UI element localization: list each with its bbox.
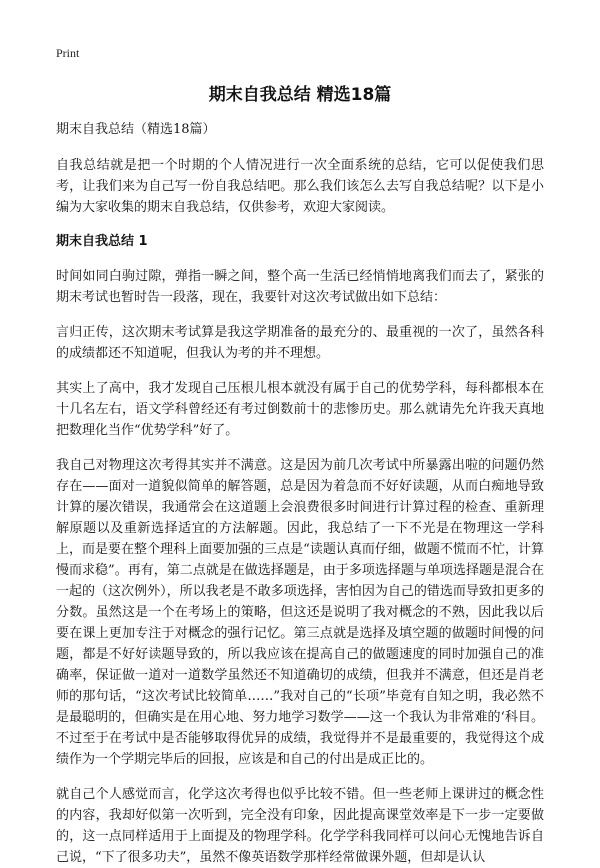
body-paragraph-2: 言归正传，这次期末考试算是我这学期准备的最充分的、最重视的一次了，虽然各科的成绩都还不知道呢，但我认为考的并不理想。 (56, 325, 544, 361)
body-paragraph-1: 时间如同白驹过隙，弹指一瞬之间，整个高一生活已经悄悄地离我们而去了，紧张的期末考试也暂时告一段落，现在，我要针对这次考试做出如下总结： (56, 269, 544, 305)
section-heading: 期末自我总结 1 (56, 234, 148, 249)
document-title: 期末自我总结 精选18篇 (208, 85, 392, 105)
document-subtitle: 期末自我总结（精选18篇） (56, 122, 216, 137)
body-paragraph-3: 其实上了高中，我才发现自己压根儿根本就没有属于自己的优势学科，每科都根本在十几名左右，语文学科曾经还有考过倒数前十的悲惨历史。那么就请先允许我天真地把数理化当作“优势学科”好了。 (56, 381, 544, 438)
intro-paragraph: 自我总结就是把一个时期的个人情况进行一次全面系统的总结，它可以促使我们思考，让我们来为自己写一份自我总结吧。那么我们该怎么去写自我总结呢？以下是小编为大家收集的期末自我总结，仅供参考，欢迎大家阅读。 (56, 158, 544, 215)
print-label: Print (56, 46, 80, 60)
body-paragraph-5: 就自己个人感觉而言，化学这次考得也似乎比较不错。但一些老师上课讲过的概念性的内容，我却好似第一次听到，完全没有印象，因此提高课堂效率是下一步一定要做的，这一点同样适用于上面提及的物理学科。化学学科我同样可以问心无愧地告诉自己说，“下了很多功夫”，虽然不像英语数学那样经常做课外题，但却是认认 (56, 787, 544, 865)
body-paragraph-4: 我自己对物理这次考得其实并不满意。这是因为前几次考试中所暴露出啦的问题仍然存在——面对一道貌似简单的解答题，总是因为着急而不好好读题，从而白痴地导致计算的屡次错误，我通常会在这道题上会浪费很多时间进行计算过程的检查、重新理解原题以及重新选择适宜的方法解题。因此，我总结了一下不光是在物理这一学科上，而是要在整个理科上面要加强的三点是“读题认真而仔细，做题不慌而不忙，计算慢而求稳”。再有，第二点就是在做选择题是，由于多项选择题与单项选择题是混合在一起的（这次例外），所以我老是不敢多项选择，害怕因为自己的错选而导致扣更多的分数。虽然这是一个在考场上的策略，但这还是说明了我对概念的不熟，因此我以后要在课上更加专注于对概念的强行记忆。第三点就是选择及填空题的做题时间慢的问题，都是不好好读题导致的，所以我应该在提高自己的做题速度的同时加强自己的准确率，保证做一道对一道数学虽然还不知道确切的成绩，但我并不满意，但还是肖老师的那句话，“这次考试比较简单……”我对自己的“长项”毕竟有自知之明，我必然不是最聪明的，但确实是在用心地、努力地学习数学——这一个我认为非常难的‘科目。不过至于在考试中是否能够取得优异的成绩，我觉得并不是最重要的，我觉得这个成绩作为一个学期完毕后的回报，应该是和自己的付出是成正比的。 (56, 458, 544, 767)
